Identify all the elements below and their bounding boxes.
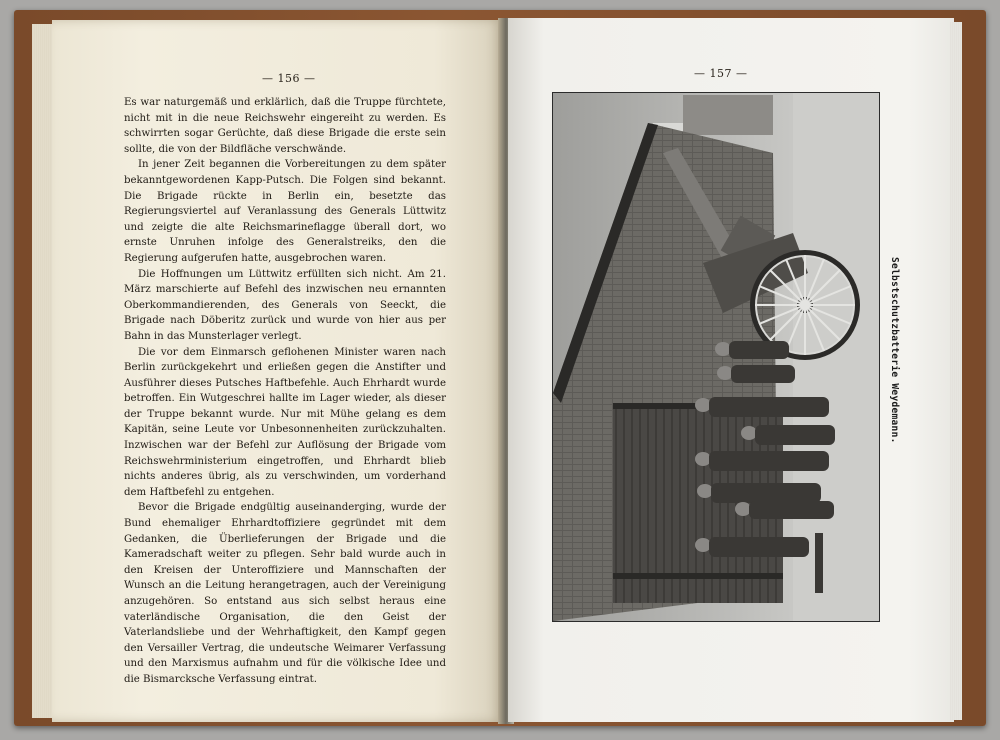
paragraph: Die Hoffnungen um Lüttwitz erfüllten sich nicht. Am 21. März marschierte auf Befehl des inzwischen neu ernannten Oberkommandierenden, des Generals von Seeckt, die Brigade nach Döberitz zurück und wurde von hier aus per Bahn in das Munsterlager verlegt. [124,268,446,342]
right-page-number: — 157 — [694,67,748,80]
paragraph: In jener Zeit begannen die Vorbereitungen zu dem später bekanntgewordenen Kapp-Putsch. Die Folgen sind bekannt. Die Brigade rückte in Berlin ein, besetzte das Regierungsviertel auf Veranlassung des Generals Lüttwitz und zeigte die alte Reichsmarineflagge überall dort, wo ernste Unruhen infolge des Generalstreiks, den die Regierung aufgerufen hatte, ausgebrochen waren. [124,159,446,264]
paragraph: Es war naturgemäß und erklärlich, daß die Truppe fürchtete, nicht mit in die neue Reichswehr eingereiht zu werden. Es schwirrten sogar Gerüchte, daß diese Brigade die erste sein sollte, die von der Bildfläche verschwände. [124,97,446,155]
paragraph: Bevor die Brigade endgültig auseinanderging, wurde der Bund ehemaliger Ehrhardtoffiziere gegründet mit dem Gedanken, die Überlieferungen der Brigade und die Kameradschaft weiter zu pflegen. Sehr bald wurde auch in den Kreisen der Unteroffiziere und Mannschaften der Wunsch an die Leitung herangetragen, auch der Vereinigung anzugehören. So entstand aus sich selbst heraus eine vaterländische Organisation, die den Geist der Vaterlandsliebe und der Wehrhaftigkeit, den Kampf gegen den Versailler Vertrag, die undeutsche Weimarer Verfassung und den Marxismus aufnahm und für die völkische Idee und die Bismarcksche Verfassung eintrat. [124,502,446,685]
left-page-text [124,95,446,688]
left-page-number: — 156 — [262,72,316,85]
photo-illustration [553,93,879,621]
photo-caption: Selbstschutzbatterie Weydemann. [889,256,900,444]
page-edges-right [950,22,962,720]
artillery-photograph [552,92,880,622]
paragraph: Die vor dem Einmarsch geflohenen Minister waren nach Berlin zurückgekehrt und erließen gegen die Anstifter und Ausführer dieses Putsches Haftbefehle. Auch Ehrhardt wurde betroffen. Ein Wutgeschrei hallte im Lager wieder, als dieser der Truppe bekannt wurde. Nur mit Mühe gelang es dem Kapitän, seine Leute vor Unbesonnenheiten zurückzuhalten. Inzwischen war der Befehl zur Auflösung der Brigade vom Reichswehrministerium eingetroffen, und Ehrhardt blieb nichts anderes übrig, als zu verschwinden, um vorderhand dem Haftbefehl zu entgehen. [124,346,446,498]
